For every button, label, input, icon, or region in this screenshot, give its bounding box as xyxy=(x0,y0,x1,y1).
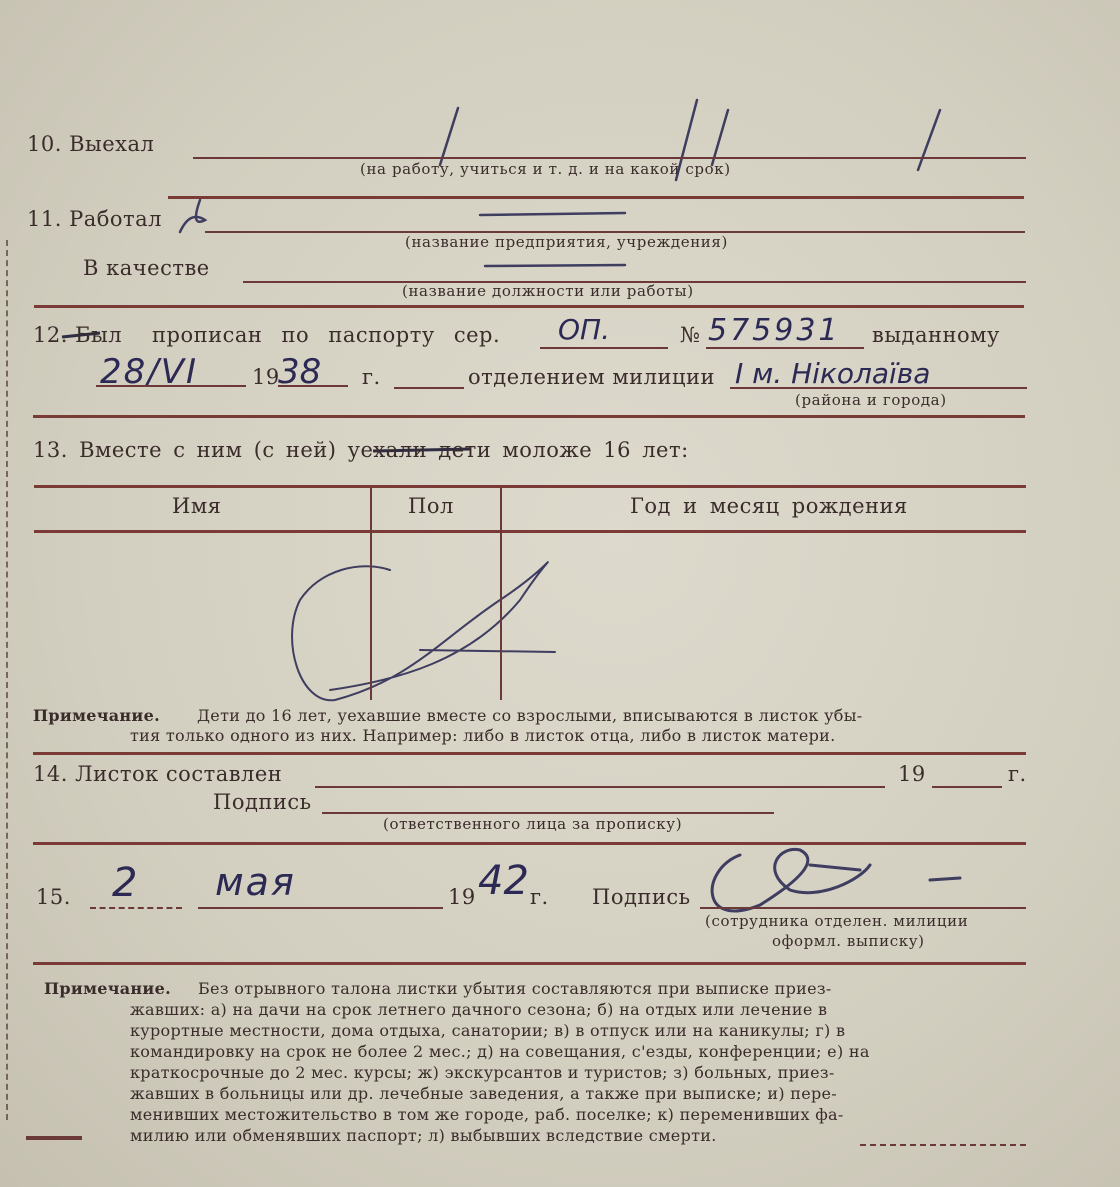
note1-title: Примечание. xyxy=(33,706,160,725)
item15-sign-line xyxy=(700,907,1026,909)
item12-prefix: 12. Был xyxy=(33,323,123,347)
item12-hint: (района и города) xyxy=(795,391,947,409)
item12-text: прописан по паспорту сер. xyxy=(152,323,501,347)
note2-line-3: курортные местности, дома отдыха, санатории; в) в отпуск или на каникулы; г) в xyxy=(130,1021,846,1040)
divider-10-11 xyxy=(168,196,1024,199)
pen-dash-5 xyxy=(480,213,625,215)
item12-year-prefix: 19 xyxy=(252,365,280,389)
table-header-rule xyxy=(34,530,1026,533)
item15-year-suffix: г. xyxy=(530,885,549,909)
item13-label: 13. Вместе с ним (с ней) уехали дети моложе 16 лет: xyxy=(33,438,689,462)
note2-end-line xyxy=(860,1144,1026,1146)
table-col-name: Имя xyxy=(172,494,222,518)
item10-hint: (на работу, учиться и т. д. и на какой срок) xyxy=(360,160,731,178)
item10-label: 10. Выехал xyxy=(27,132,155,156)
divider-11-12 xyxy=(34,305,1024,308)
item11-hint1: (название предприятия, учреждения) xyxy=(405,233,728,251)
item12-date-value: 28/VI xyxy=(100,352,199,392)
blank-table-scribble xyxy=(292,562,555,700)
bottom-left-mark xyxy=(26,1136,82,1140)
table-col-divider-1 xyxy=(370,488,372,700)
item14-year-line xyxy=(932,786,1002,788)
note2-line-7: менивших местожительство в том же городе, раб. поселке; к) переменивших фа- xyxy=(130,1105,844,1124)
item15-year-prefix: 19 xyxy=(448,885,476,909)
note1-line2: тия только одного из них. Например: либо в листок отца, либо в листок матери. xyxy=(130,726,836,745)
divider-note1-14 xyxy=(33,752,1026,755)
pen-strike-11 xyxy=(180,200,205,232)
table-col-birth: Год и месяц рождения xyxy=(630,494,908,518)
item14-hint: (ответственного лица за прописку) xyxy=(383,815,683,833)
item12-number-line xyxy=(706,347,864,349)
item14-year-prefix: 19 xyxy=(898,762,926,786)
item11-role-label: В качестве xyxy=(83,256,210,280)
table-top-rule xyxy=(34,485,1026,488)
divider-12-13 xyxy=(33,415,1025,418)
item15-sign-label: Подпись xyxy=(592,885,691,909)
item14-label: 14. Листок составлен xyxy=(33,762,283,786)
item14-sign-line xyxy=(322,812,774,814)
signature-scribble xyxy=(712,849,960,911)
divider-14-15 xyxy=(33,842,1026,845)
note2-line-4: командировку на срок не более 2 мес.; д) на совещания, с'езды, конференции; е) на xyxy=(130,1042,870,1061)
item12-year-value: 38 xyxy=(278,352,322,392)
pen-dash-6 xyxy=(485,265,625,266)
table-col-divider-2 xyxy=(500,488,502,700)
note2-line-1: Без отрывного талона листки убытия составляются при выписке приез- xyxy=(198,979,832,998)
item12-militia-line xyxy=(730,387,1027,389)
item14-sign-label: Подпись xyxy=(213,790,312,814)
item12-no-label: № xyxy=(680,323,701,347)
note2-line-8: милию или обменявших паспорт; л) выбывших вследствие смерти. xyxy=(130,1126,717,1145)
item15-hint2: оформл. выписку) xyxy=(772,932,925,950)
note2-line-6: жавших в больницы или др. лечебные заведения, а также при выписке; и) пере- xyxy=(130,1084,838,1103)
item12-year-line xyxy=(278,385,348,387)
note2-title: Примечание. xyxy=(44,979,171,998)
item14-date-line xyxy=(315,786,885,788)
item15-hint1: (сотрудника отделен. милиции xyxy=(705,912,969,930)
item15-day-line xyxy=(90,907,182,909)
item12-series-value: ОП. xyxy=(558,313,610,346)
item10-line xyxy=(193,157,1026,159)
item15-label: 15. xyxy=(36,885,71,909)
note2-line-5: краткосрочные до 2 мес. курсы; ж) экскурсантов и туристов; з) больных, приез- xyxy=(130,1063,835,1082)
item12-number-value: 575931 xyxy=(708,313,841,348)
item11-label: 11. Работал xyxy=(27,207,162,231)
item12-series-line xyxy=(540,347,668,349)
note1-line1: Дети до 16 лет, уехавшие вместе со взрослыми, вписываются в листок убы- xyxy=(197,706,863,725)
pen-dash-4 xyxy=(918,110,940,170)
table-col-sex: Пол xyxy=(408,494,454,518)
item15-year-value: 42 xyxy=(478,858,529,904)
item12-issued: выданному xyxy=(872,323,1000,347)
item12-militia-label: отделением милиции xyxy=(468,365,715,389)
item11-hint2: (название должности или работы) xyxy=(402,282,694,300)
item12-blank-line xyxy=(394,387,464,389)
item12-militia-value: I м. Ніколаїва xyxy=(735,357,931,390)
divider-15-note2 xyxy=(33,962,1026,965)
item12-date-line xyxy=(96,385,246,387)
item15-month-value: мая xyxy=(215,860,296,904)
item14-year-suffix: г. xyxy=(1008,762,1027,786)
item15-day-value: 2 xyxy=(112,860,138,906)
note2-line-2: жавших: а) на дачи на срок летнего дачного сезона; б) на отдых или лечение в xyxy=(130,1000,828,1019)
item15-month-line xyxy=(198,907,443,909)
item12-year-suffix: г. xyxy=(362,365,381,389)
